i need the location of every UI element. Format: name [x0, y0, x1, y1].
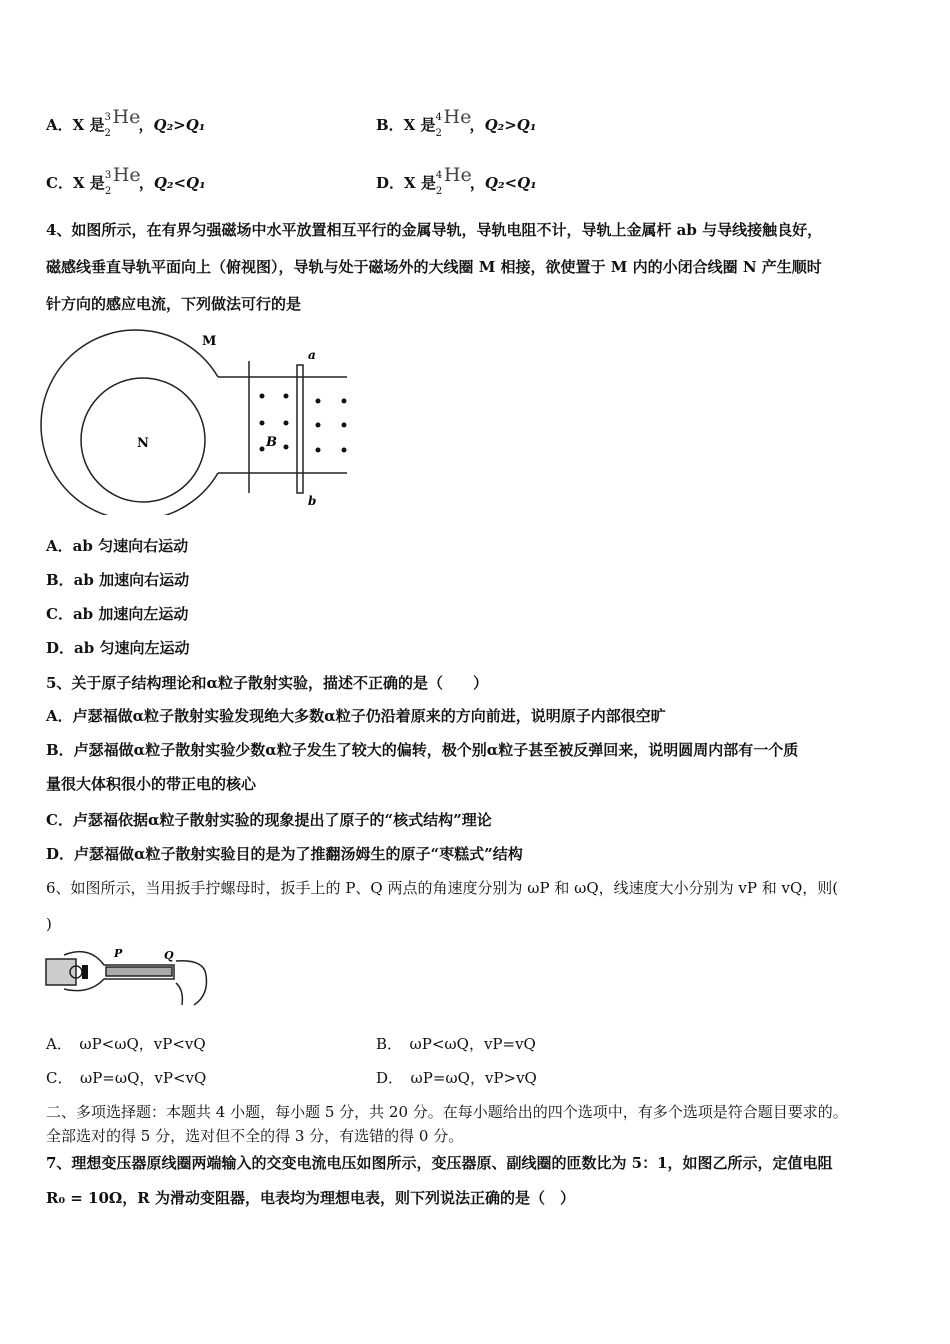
q6-option-b: B． ωP<ωQ，vP=vQ: [376, 1035, 536, 1053]
q4-option-c: C．ab 加速向左运动: [46, 605, 189, 623]
wrench-figure: [44, 945, 214, 1010]
isotope-he3: 3 2 He: [104, 106, 141, 139]
q5-option-b-cont: 量很大体积很小的带正电的核心: [46, 775, 257, 793]
label-m: M: [202, 334, 217, 349]
q4-stem: 4、如图所示，在有界匀强磁场中水平放置相互平行的金属导轨，导轨电阻不计，导轨上金属杆 ab 与导线接触良好，: [46, 221, 823, 239]
q7-stem: 7、理想变压器原线圈两端输入的交变电流电压如图所示，变压器原、副线圈的匝数比为 5：1，如图乙所示，定值电阻: [46, 1154, 833, 1172]
section-2-heading-cont: 全部选对的得 5 分，选对但不全的得 3 分，有选错的得 0 分。: [46, 1127, 464, 1145]
q5-option-a: A．卢瑟福做α粒子散射实验发现绝大多数α粒子仍沿着原来的方向前进，说明原子内部很空旷: [46, 707, 666, 725]
isotope-he4: 4 2 He: [435, 164, 472, 197]
q4-option-b: B．ab 加速向右运动: [46, 571, 190, 589]
label-q: Q: [164, 949, 174, 962]
q5-option-c: C．卢瑟福依据α粒子散射实验的现象提出了原子的“核式结构”理论: [46, 811, 492, 829]
isotope-he4: 4 2 He: [435, 106, 472, 139]
q4-option-a: A．ab 匀速向右运动: [46, 537, 189, 555]
label-b: b: [308, 494, 317, 508]
q6-stem-cont: ): [46, 915, 52, 933]
q3-option-b: B．X 是 4 2 He ，Q₂>Q₁: [376, 106, 537, 139]
label-n: N: [137, 436, 149, 451]
label-p: P: [114, 947, 123, 960]
q5-option-d: D．卢瑟福做α粒子散射实验目的是为了推翻汤姆生的原子“枣糕式”结构: [46, 845, 523, 863]
q4-stem: 针方向的感应电流，下列做法可行的是: [46, 295, 302, 313]
q5-stem: 5、关于原子结构理论和α粒子散射实验，描述不正确的是（ ）: [46, 674, 488, 692]
section-2-heading: 二、多项选择题：本题共 4 小题，每小题 5 分，共 20 分。在每小题给出的四个选项中，有多个选项是符合题目要求的。: [46, 1103, 848, 1121]
label-b-field: B: [266, 435, 277, 450]
coil-rail-diagram: [40, 325, 370, 515]
q4-option-d: D．ab 匀速向左运动: [46, 639, 190, 657]
q6-stem: 6、如图所示，当用扳手拧螺母时，扳手上的 P、Q 两点的角速度分别为 ωP 和 ωQ，线速度大小分别为 vP 和 vQ，则(: [46, 879, 839, 897]
isotope-he3: 3 2 He: [104, 164, 141, 197]
q6-option-a: A． ωP<ωQ，vP<vQ: [46, 1035, 206, 1053]
q3-option-d: D．X 是 4 2 He ，Q₂<Q₁: [376, 164, 537, 197]
q3-option-c: C．X 是 3 2 He ，Q₂<Q₁: [46, 164, 206, 197]
q6-option-c: C． ωP=ωQ，vP<vQ: [46, 1069, 207, 1087]
q4-stem: 磁感线垂直导轨平面向上（俯视图），导轨与处于磁场外的大线圈 M 相接，欲使置于 M 内的小闭合线圈 N 产生顺时: [46, 258, 822, 276]
label-a: a: [308, 348, 316, 362]
q7-stem-cont: R₀ = 10Ω，R 为滑动变阻器，电表均为理想电表，则下列说法正确的是（ ）: [46, 1189, 575, 1207]
q6-option-d: D． ωP=ωQ，vP>vQ: [376, 1069, 537, 1087]
q3-option-a: A．X 是 3 2 He ，Q₂>Q₁: [46, 106, 206, 139]
q5-option-b: B．卢瑟福做α粒子散射实验少数α粒子发生了较大的偏转，极个别α粒子甚至被反弹回来，说明圆周内部有一个质: [46, 741, 799, 759]
